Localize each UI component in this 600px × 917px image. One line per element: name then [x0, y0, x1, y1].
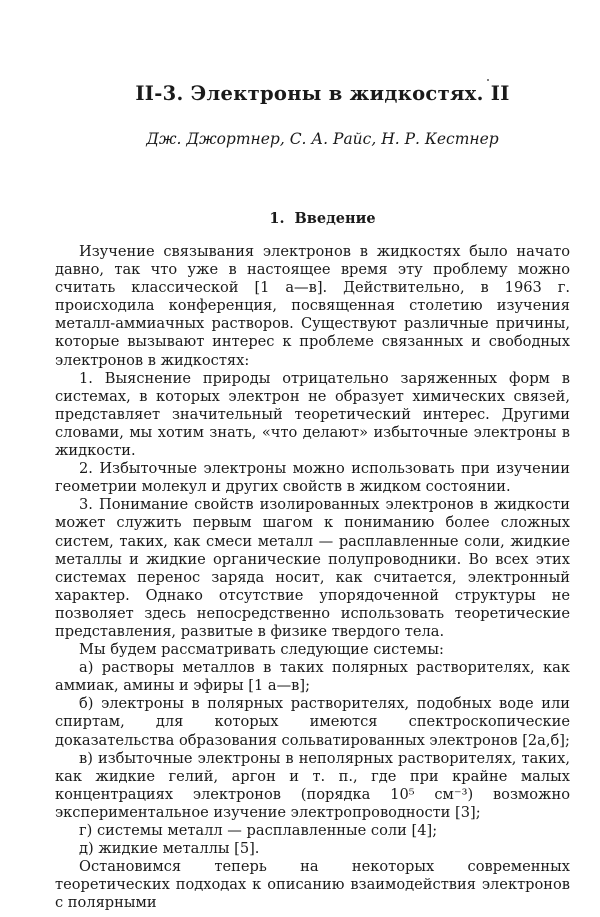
paragraph-systems-intro: Мы будем рассматривать следующие системы:	[79, 641, 444, 659]
paragraph-intro: Изучение связывания электронов в жидкостях было начато давно, так что уже в настоящее время эту проблему можно считать классической [1 а—в]. Действительно, в 1963 г. происходила конференция, посвященная столетию изучения металл-аммиачных растворов. Существуют различные причины, которые вызывают интерес к проблеме связанных и свободных электронов в жидкостях:	[55, 243, 570, 369]
body-text	[55, 243, 570, 912]
paragraph-closing: Остановимся теперь на некоторых современных теоретических подходах к описанию взаимодействия электронов с полярными	[55, 858, 570, 912]
paragraph-reason-1: 1. Выяснение природы отрицательно заряженных форм в системах, в которых электрон не образует химических связей, представляет значительный теоретический интерес. Другими словами, мы хотим знать, «что делают» избыточные электроны в жидкости.	[55, 369, 570, 460]
section-number: 1.	[269, 210, 285, 227]
paragraph-reason-3: 3. Понимание свойств изолированных электронов в жидкости может служить первым шагом к пониманию более сложных систем, таких, как смеси металл — расплавленные соли, жидкие металлы и жидкие органические полупроводники. Во всех этих системах перенос заряда носит, как считается, электронный характер. Однако отсутствие упорядоченной структуры не позволяет здесь непосредственно использовать теоретические представления, развитые в физике твердого тела.	[55, 496, 570, 640]
list-item-d: д) жидкие металлы [5].	[79, 840, 260, 858]
section-title-text: Введение	[294, 210, 376, 227]
list-item-a: а) растворы металлов в таких полярных растворителях, как аммиак, амины и эфиры [1 а—в];	[55, 659, 570, 695]
list-item-b: б) электроны в полярных растворителях, подобных воде или спиртам, для которых имеются спектроскопические доказательства образования сольватированных электронов [2а,б];	[55, 695, 570, 749]
authors-line: Дж. Джортнер, С. А. Райс, Н. Р. Кестнер	[146, 130, 499, 148]
chapter-title: II-3. Электроны в жидкостях. II	[135, 82, 510, 105]
list-item-v: в) избыточные электроны в неполярных растворителях, таких, как жидкие гелий, аргон и т. п., где при крайне малых концентрациях электронов (порядка 10⁵ см⁻³) возможно экспериментальное изучение электропроводности [3];	[55, 749, 570, 821]
margin-mark	[487, 79, 489, 81]
paragraph-reason-2: 2. Избыточные электроны можно использовать при изучении геометрии молекул и других свойств в жидком состоянии.	[55, 460, 570, 496]
list-item-g: г) системы металл — расплавленные соли [4];	[79, 822, 438, 839]
section-heading	[55, 210, 570, 227]
